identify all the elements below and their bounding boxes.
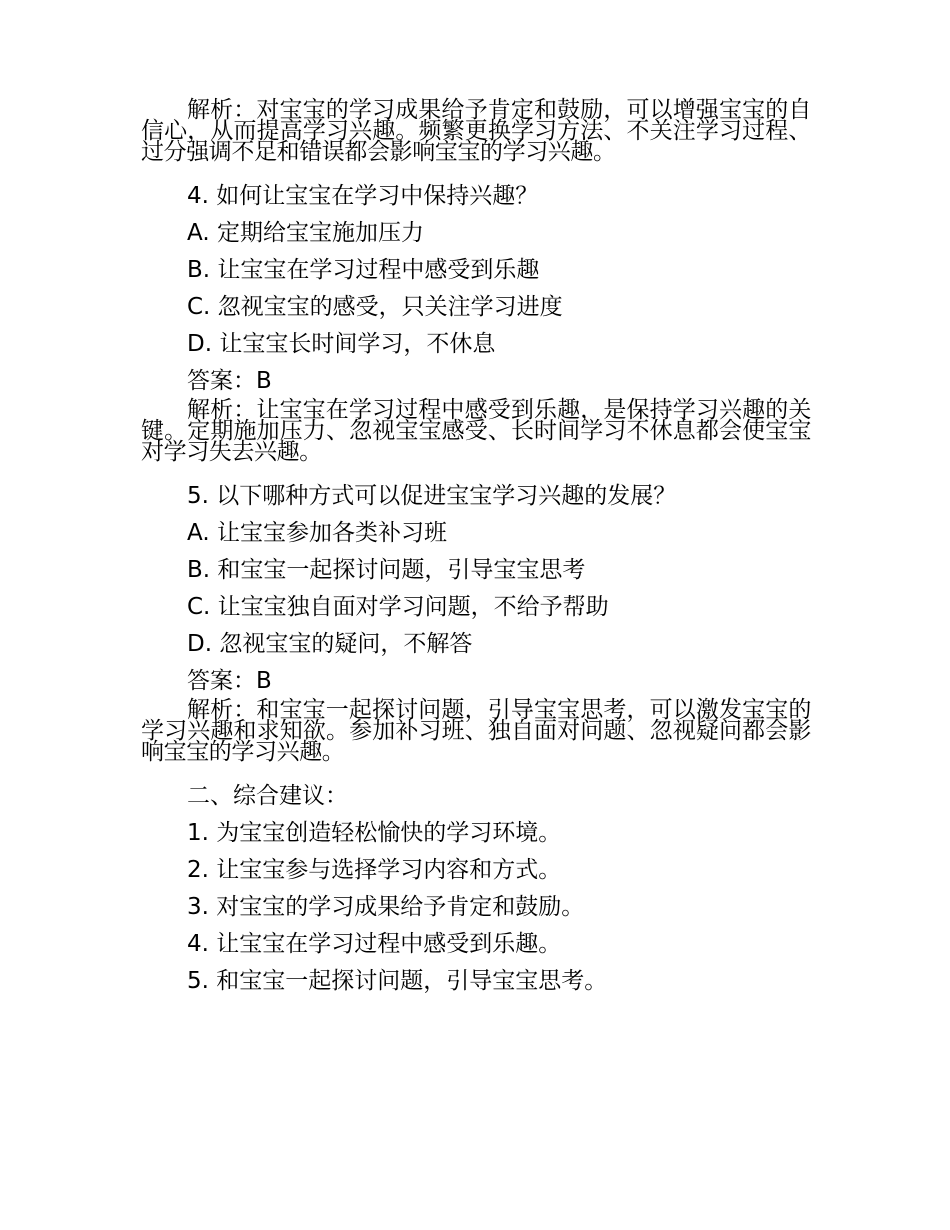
suggestion-5: 5. 和宝宝一起探讨问题，引导宝宝思考。	[187, 968, 608, 994]
suggestion-3: 3. 对宝宝的学习成果给予肯定和鼓励。	[187, 894, 585, 920]
document-body	[141, 97, 811, 1000]
analysis-5: 解析：和宝宝一起探讨问题，引导宝宝思考，可以激发宝宝的学习兴趣和求知欲。参加补习班、独自面对问题、忽视疑问都会影响宝宝的学习兴趣。	[141, 697, 811, 765]
option-5b: B. 和宝宝一起探讨问题，引导宝宝思考	[187, 557, 586, 583]
analysis-4: 解析：让宝宝在学习过程中感受到乐趣，是保持学习兴趣的关键。定期施加压力、忽视宝宝感受、长时间学习不休息都会使宝宝对学习失去兴趣。	[141, 397, 811, 465]
analysis-3: 解析：对宝宝的学习成果给予肯定和鼓励，可以增强宝宝的自信心，从而提高学习兴趣。频繁更换学习方法、不关注学习过程、过分强调不足和错误都会影响宝宝的学习兴趣。	[141, 97, 811, 165]
option-5c: C. 让宝宝独自面对学习问题，不给予帮助	[187, 594, 609, 620]
answer-5: 答案：B	[187, 668, 272, 694]
option-4b: B. 让宝宝在学习过程中感受到乐趣	[187, 257, 540, 283]
suggestion-4: 4. 让宝宝在学习过程中感受到乐趣。	[187, 931, 562, 957]
suggestion-1: 1. 为宝宝创造轻松愉快的学习环境。	[187, 820, 562, 846]
option-5d: D. 忽视宝宝的疑问，不解答	[187, 631, 473, 657]
section-heading: 二、综合建议：	[187, 783, 348, 809]
option-4c: C. 忽视宝宝的感受，只关注学习进度	[187, 294, 563, 320]
question-5: 5. 以下哪种方式可以促进宝宝学习兴趣的发展？	[187, 483, 677, 509]
suggestion-2: 2. 让宝宝参与选择学习内容和方式。	[187, 857, 562, 883]
question-4: 4. 如何让宝宝在学习中保持兴趣？	[187, 183, 539, 209]
option-4d: D. 让宝宝长时间学习，不休息	[187, 331, 496, 357]
option-4a: A. 定期给宝宝施加压力	[187, 220, 424, 246]
option-5a: A. 让宝宝参加各类补习班	[187, 520, 447, 546]
answer-4: 答案：B	[187, 368, 272, 394]
